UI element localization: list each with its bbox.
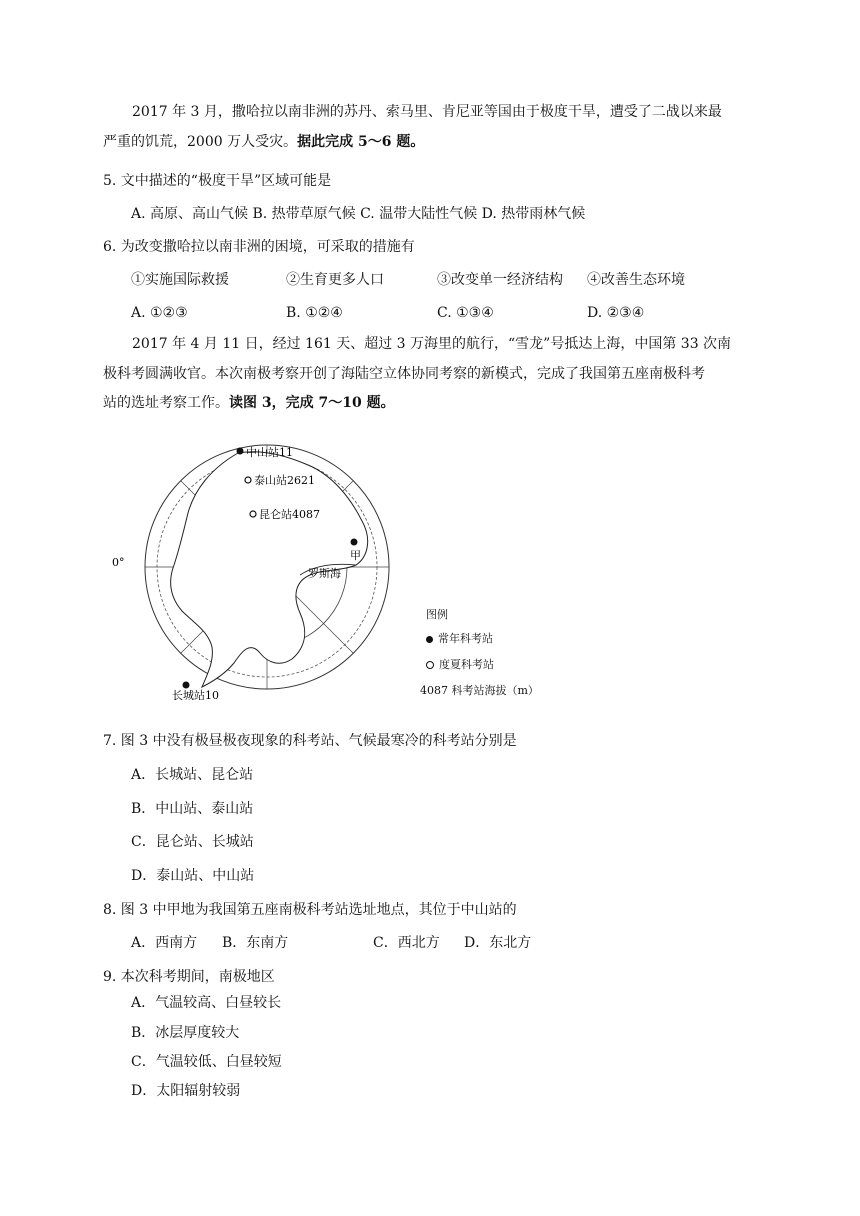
- map-legend: [420, 608, 539, 698]
- legend-title: 图例: [426, 608, 448, 621]
- passage1-line2-text: 严重的饥荒，2000 万人受灾。: [103, 134, 298, 150]
- taishan-station-label: 泰山站2621: [254, 474, 315, 487]
- q6-item: ②生育更多人口: [286, 272, 384, 288]
- q6-item: ③改变单一经济结构: [437, 272, 563, 288]
- q9-option: B．冰层厚度较大: [131, 1025, 240, 1041]
- ross-sea-label: 罗斯海: [308, 567, 341, 580]
- legend-summer: [426, 658, 539, 672]
- legend-elevation: 4087 科考站海拔（m）: [420, 684, 539, 697]
- open-circle-icon: [426, 661, 434, 669]
- passage2-line2: 极科考圆满收官。本次南极考察开创了海陆空立体协同考察的新模式，完成了我国第五座南极科考: [103, 366, 705, 382]
- q9-option: D．太阳辐射较弱: [131, 1083, 241, 1099]
- passage2-line3: [103, 393, 395, 413]
- q6-option: B. ①②④: [286, 305, 343, 321]
- q7-stem: 7. 图 3 中没有极昼极夜现象的科考站、气候最寒冷的科考站分别是: [103, 733, 517, 749]
- q9-option: C．气温较低、白昼较短: [131, 1054, 282, 1070]
- filled-circle-icon: [426, 636, 433, 643]
- legend-summer-label: 度夏科考站: [439, 658, 494, 671]
- q6-option: D. ②③④: [587, 305, 645, 321]
- q7-option: A．长城站、昆仑站: [131, 767, 254, 783]
- q6-stem: 6. 为改变撒哈拉以南非洲的困境，可采取的措施有: [103, 239, 415, 255]
- jia-site-label: 甲: [350, 549, 361, 562]
- q8-option: D．东北方: [464, 935, 532, 951]
- passage1-line2: [103, 132, 424, 152]
- passage2-line1: 2017 年 4 月 11 日，经过 161 天、超过 3 万海里的航行，“雪龙”号抵达上海，中国第 33 次南: [132, 336, 732, 352]
- kunlun-station-marker: [250, 511, 256, 517]
- zhongshan-station-marker: [237, 448, 244, 455]
- jia-site-marker: [351, 539, 358, 546]
- zero-meridian-label: 0°: [112, 556, 125, 569]
- kunlun-station-label: 昆仑站4087: [259, 508, 320, 521]
- legend-year-round-label: 常年科考站: [438, 632, 493, 645]
- q8-stem: 8. 图 3 中甲地为我国第五座南极科考站选址地点，其位于中山站的: [103, 902, 517, 918]
- q6-option: A. ①②③: [131, 305, 188, 321]
- q7-option: C．昆仑站、长城站: [131, 834, 254, 850]
- q7-option: B．中山站、泰山站: [131, 801, 254, 817]
- q6-item: ④改善生态环境: [587, 272, 685, 288]
- passage2-line3-text: 站的选址考察工作。: [103, 395, 229, 411]
- passage1-instruction: 据此完成 5～6 题。: [297, 134, 425, 150]
- q5-stem: 5. 文中描述的“极度干旱”区域可能是: [103, 173, 332, 189]
- q5-options: A. 高原、高山气候 B. 热带草原气候 C. 温带大陆性气候 D. 热带雨林气候: [131, 206, 586, 222]
- q8-option: A．西南方: [131, 935, 198, 951]
- q9-stem: 9. 本次科考期间，南极地区: [103, 969, 275, 985]
- passage1-line1: 2017 年 3 月，撒哈拉以南非洲的苏丹、索马里、肯尼亚等国由于极度干旱，遭受了二战以来最: [132, 104, 722, 120]
- changcheng-station-marker: [183, 682, 190, 689]
- taishan-station-marker: [245, 477, 251, 483]
- legend-year-round: [426, 632, 539, 646]
- q6-option: C. ①③④: [437, 305, 494, 321]
- q9-option: A．气温较高、白昼较长: [131, 995, 282, 1011]
- q7-option: D．泰山站、中山站: [131, 868, 255, 884]
- zhongshan-station-label: 中山站11: [246, 446, 293, 459]
- passage2-instruction: 读图 3，完成 7～10 题。: [229, 395, 395, 411]
- q8-option: C．西北方: [373, 935, 440, 951]
- q8-option: B．东南方: [222, 935, 289, 951]
- q6-item: ①实施国际救援: [131, 272, 229, 288]
- changcheng-station-label: 长城站10: [172, 689, 219, 700]
